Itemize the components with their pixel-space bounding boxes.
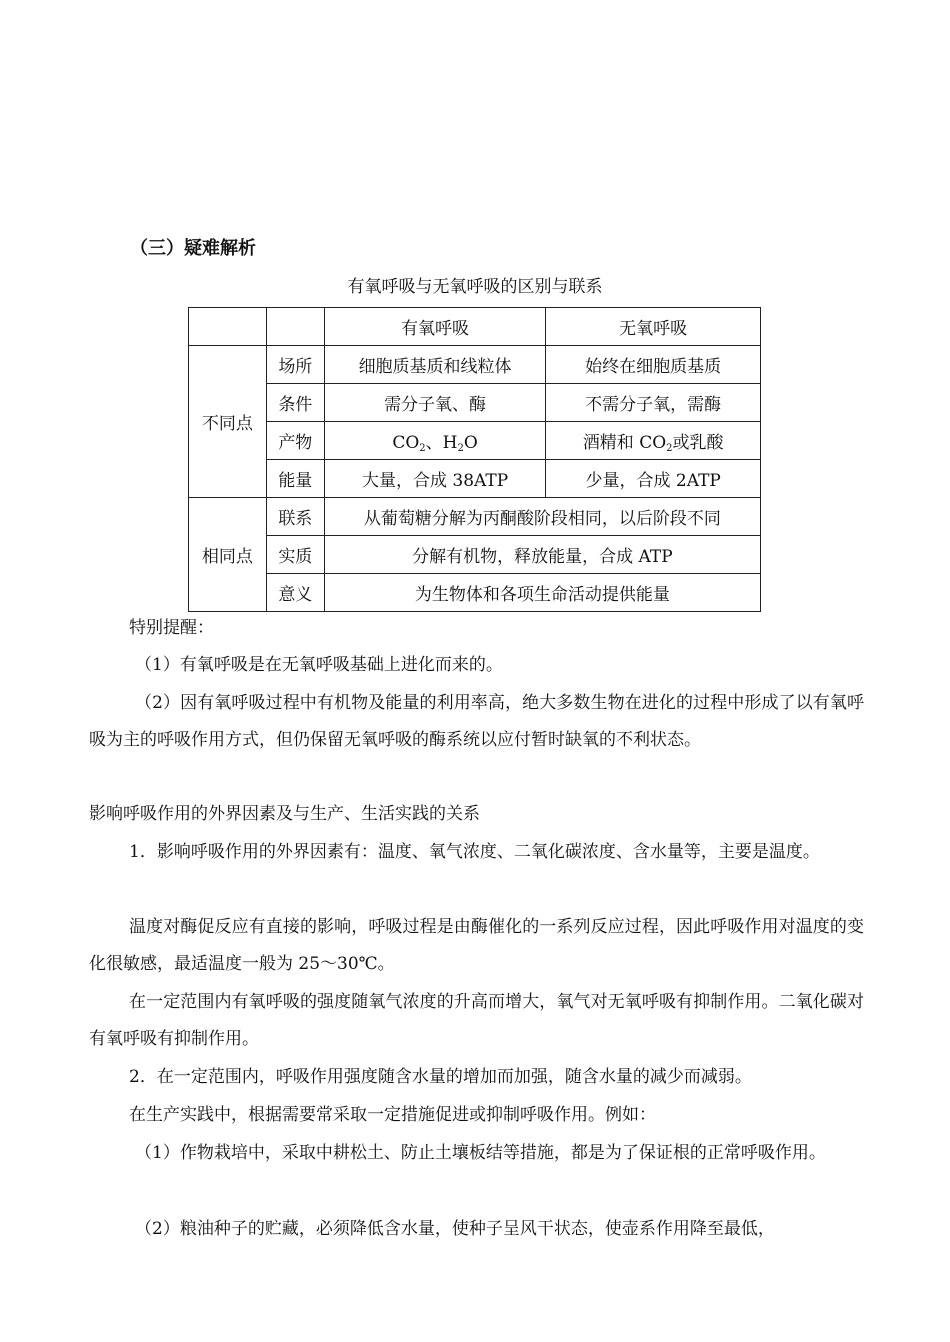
practice-2: （2）粮油种子的贮藏，必须降低含水量，使种子呈风干状态，使壶系作用降至最低， (135, 1219, 775, 1239)
table-caption: 有氧呼吸与无氧呼吸的区别与联系 (347, 277, 603, 297)
row-label: 实质 (266, 536, 324, 574)
cell-anaerobic: 不需分子氧，需酶 (546, 384, 761, 422)
group-different: 不同点 (189, 346, 267, 498)
factor-2: 2．在一定范围内，呼吸作用强度随含水量的增加而加强，随含水量的减少而减弱。 (129, 1067, 752, 1087)
section-heading: （三）疑难解析 (130, 238, 256, 259)
table-corner-cell (266, 308, 324, 346)
header-aerobic: 有氧呼吸 (324, 308, 546, 346)
cell-shared: 为生物体和各项生命活动提供能量 (324, 574, 760, 612)
table-row (189, 422, 761, 460)
table-row (189, 574, 761, 612)
tip-title: 特别提醒： (129, 618, 214, 638)
cell-aerobic: 细胞质基质和线粒体 (324, 346, 546, 384)
row-label: 能量 (266, 460, 324, 498)
factors-title: 影响呼吸作用的外界因素及与生产、生活实践的关系 (89, 804, 480, 824)
header-anaerobic: 无氧呼吸 (546, 308, 761, 346)
cell-aerobic: 需分子氧、酶 (324, 384, 546, 422)
table-row (189, 346, 761, 384)
cell-shared: 从葡萄糖分解为丙酮酸阶段相同，以后阶段不同 (324, 498, 760, 536)
table-row (189, 536, 761, 574)
row-label: 场所 (266, 346, 324, 384)
row-label: 意义 (266, 574, 324, 612)
table-row (189, 498, 761, 536)
factor-oxygen: 在一定范围内有氧呼吸的强度随氧气浓度的升高而增大，氧气对无氧呼吸有抑制作用。二氧化碳对有氧呼吸有抑制作用。 (89, 992, 864, 1049)
tip-2: （2）因有氧呼吸过程中有机物及能量的利用率高，绝大多数生物在进化的过程中形成了以有氧呼吸为主的呼吸作用方式，但仍保留无氧呼吸的酶系统以应付暂时缺氧的不利状态。 (89, 693, 864, 750)
comparison-table (188, 307, 761, 612)
cell-anaerobic: 始终在细胞质基质 (546, 346, 761, 384)
table-header-row (189, 308, 761, 346)
cell-aerobic: 大量，合成 38ATP (324, 460, 546, 498)
practice-intro: 在生产实践中，根据需要常采取一定措施促进或抑制呼吸作用。例如： (129, 1105, 656, 1125)
cell-aerobic: $CO_2$、$H_2O$ (324, 422, 546, 460)
tip-1: （1）有氧呼吸是在无氧呼吸基础上进化而来的。 (135, 655, 503, 675)
table-corner-cell (189, 308, 267, 346)
cell-anaerobic: 酒精和 $CO_2$或乳酸 (546, 422, 761, 460)
table-row (189, 460, 761, 498)
group-same: 相同点 (189, 498, 267, 612)
factor-temperature: 温度对酶促反应有直接的影响，呼吸过程是由酶催化的一系列反应过程，因此呼吸作用对温度的变化很敏感，最适温度一般为 25～30℃。 (89, 917, 864, 974)
practice-1: （1）作物栽培中，采取中耕松土、防止土壤板结等措施，都是为了保证根的正常呼吸作用。 (135, 1143, 826, 1163)
row-label: 条件 (266, 384, 324, 422)
table-row (189, 384, 761, 422)
row-label: 产物 (266, 422, 324, 460)
row-label: 联系 (266, 498, 324, 536)
cell-shared: 分解有机物，释放能量，合成 ATP (324, 536, 760, 574)
cell-anaerobic: 少量，合成 2ATP (546, 460, 761, 498)
factor-1: 1．影响呼吸作用的外界因素有：温度、氧气浓度、二氧化碳浓度、含水量等，主要是温度。 (129, 842, 820, 862)
